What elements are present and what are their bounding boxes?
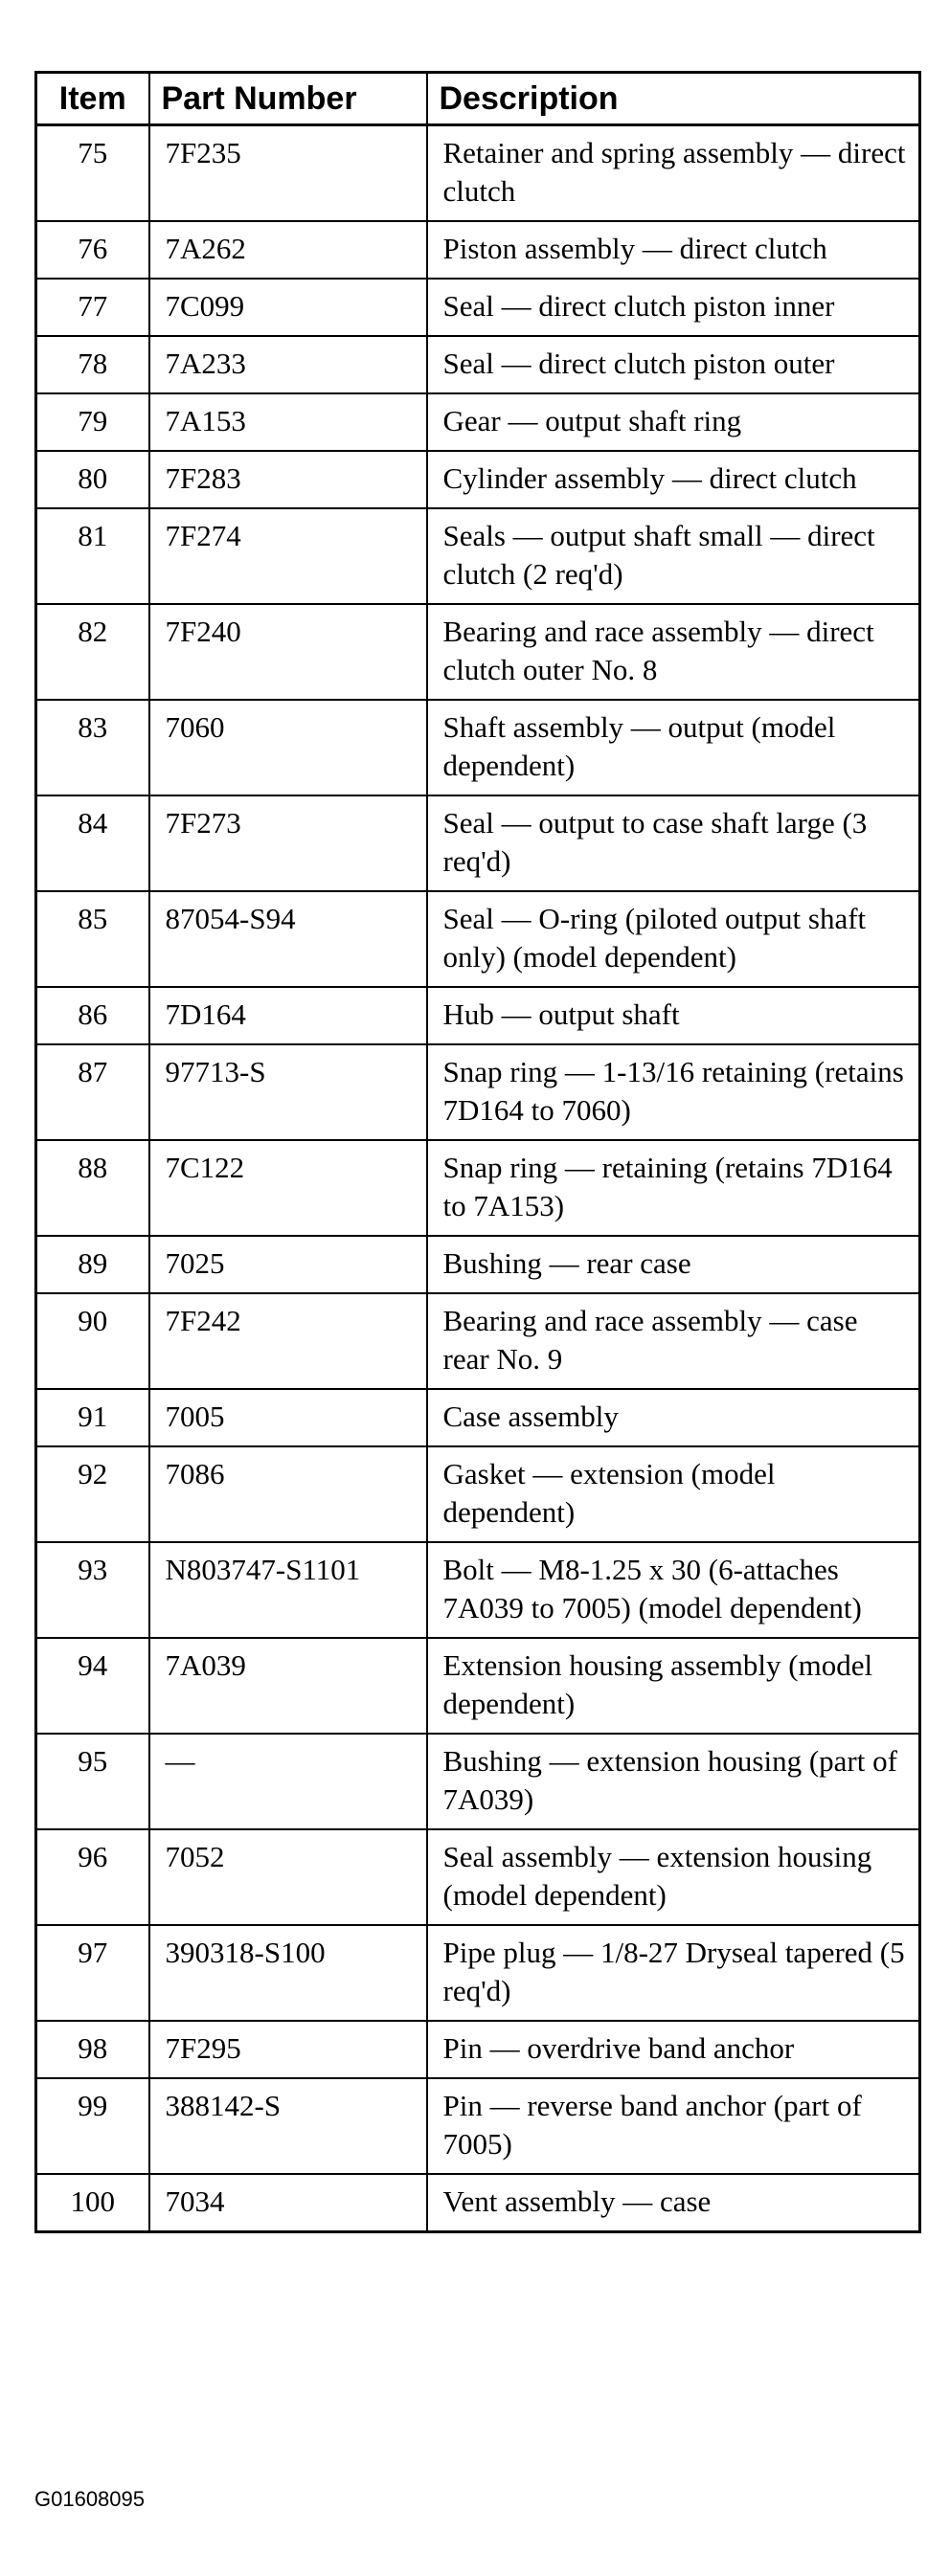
table-row (36, 891, 920, 987)
description-cell: Bushing — extension housing (part of 7A039) (427, 1734, 920, 1829)
part-number-cell: 7F240 (149, 604, 427, 700)
table-row (36, 1044, 920, 1140)
item-cell: 89 (36, 1236, 149, 1293)
item-cell: 82 (36, 604, 149, 700)
description-cell: Seal — O-ring (piloted output shaft only) (model dependent) (427, 891, 920, 987)
part-number-cell: 7F295 (149, 2021, 427, 2078)
description-cell: Pipe plug — 1/8-27 Dryseal tapered (5 req'd) (427, 1925, 920, 2021)
description-cell: Snap ring — retaining (retains 7D164 to 7A153) (427, 1140, 920, 1236)
item-cell: 76 (36, 221, 149, 279)
description-cell: Gear — output shaft ring (427, 393, 920, 451)
table-row (36, 2078, 920, 2174)
part-number-cell: — (149, 1734, 427, 1829)
item-cell: 75 (36, 125, 149, 222)
item-cell: 98 (36, 2021, 149, 2078)
item-cell: 94 (36, 1638, 149, 1734)
description-cell: Gasket — extension (model dependent) (427, 1446, 920, 1542)
part-number-cell: 7F235 (149, 125, 427, 222)
description-cell: Case assembly (427, 1389, 920, 1446)
table-row (36, 125, 920, 222)
part-number-cell: 7F283 (149, 451, 427, 508)
description-cell: Extension housing assembly (model dependent) (427, 1638, 920, 1734)
table-row (36, 279, 920, 336)
part-number-cell: 7C122 (149, 1140, 427, 1236)
part-number-cell: N803747-S1101 (149, 1542, 427, 1638)
table-row (36, 604, 920, 700)
table-row (36, 2021, 920, 2078)
header-part-number: Part Number (149, 73, 427, 125)
description-cell: Vent assembly — case (427, 2174, 920, 2232)
table-row (36, 336, 920, 393)
description-cell: Seal — direct clutch piston inner (427, 279, 920, 336)
description-cell: Pin — reverse band anchor (part of 7005) (427, 2078, 920, 2174)
description-cell: Snap ring — 1-13/16 retaining (retains 7D164 to 7060) (427, 1044, 920, 1140)
table-row (36, 1446, 920, 1542)
table-row (36, 1140, 920, 1236)
item-cell: 88 (36, 1140, 149, 1236)
table-row (36, 795, 920, 891)
item-cell: 100 (36, 2174, 149, 2232)
part-number-cell: 7005 (149, 1389, 427, 1446)
description-cell: Seals — output shaft small — direct clutch (2 req'd) (427, 508, 920, 604)
part-number-cell: 7A153 (149, 393, 427, 451)
item-cell: 99 (36, 2078, 149, 2174)
part-number-cell: 7034 (149, 2174, 427, 2232)
part-number-cell: 7F242 (149, 1293, 427, 1389)
table-row (36, 221, 920, 279)
item-cell: 92 (36, 1446, 149, 1542)
item-cell: 93 (36, 1542, 149, 1638)
part-number-cell: 87054-S94 (149, 891, 427, 987)
part-number-cell: 7F273 (149, 795, 427, 891)
header-description: Description (427, 73, 920, 125)
table-row (36, 508, 920, 604)
description-cell: Hub — output shaft (427, 987, 920, 1044)
table-row (36, 987, 920, 1044)
description-cell: Retainer and spring assembly — direct clutch (427, 125, 920, 222)
table-row (36, 1829, 920, 1925)
item-cell: 85 (36, 891, 149, 987)
item-cell: 80 (36, 451, 149, 508)
figure-id: G01608095 (34, 2487, 145, 2511)
description-cell: Seal — direct clutch piston outer (427, 336, 920, 393)
description-cell: Seal — output to case shaft large (3 req'd) (427, 795, 920, 891)
header-row (36, 73, 920, 125)
header-item: Item (36, 73, 149, 125)
table-row (36, 1293, 920, 1389)
part-number-cell: 390318-S100 (149, 1925, 427, 2021)
part-number-cell: 7086 (149, 1446, 427, 1542)
table-row (36, 1638, 920, 1734)
item-cell: 84 (36, 795, 149, 891)
part-number-cell: 7060 (149, 700, 427, 795)
item-cell: 83 (36, 700, 149, 795)
table-row (36, 1236, 920, 1293)
description-cell: Seal assembly — extension housing (model dependent) (427, 1829, 920, 1925)
table-row (36, 1925, 920, 2021)
item-cell: 96 (36, 1829, 149, 1925)
item-cell: 97 (36, 1925, 149, 2021)
part-number-cell: 7025 (149, 1236, 427, 1293)
table-row (36, 393, 920, 451)
description-cell: Bolt — M8-1.25 x 30 (6-attaches 7A039 to 7005) (model dependent) (427, 1542, 920, 1638)
part-number-cell: 7052 (149, 1829, 427, 1925)
item-cell: 91 (36, 1389, 149, 1446)
part-number-cell: 7C099 (149, 279, 427, 336)
item-cell: 87 (36, 1044, 149, 1140)
description-cell: Piston assembly — direct clutch (427, 221, 920, 279)
item-cell: 78 (36, 336, 149, 393)
table-row (36, 2174, 920, 2232)
description-cell: Shaft assembly — output (model dependent) (427, 700, 920, 795)
part-number-cell: 388142-S (149, 2078, 427, 2174)
part-number-cell: 7A233 (149, 336, 427, 393)
item-cell: 95 (36, 1734, 149, 1829)
table-row (36, 700, 920, 795)
parts-table (34, 71, 921, 2233)
part-number-cell: 7A262 (149, 221, 427, 279)
item-cell: 77 (36, 279, 149, 336)
item-cell: 79 (36, 393, 149, 451)
part-number-cell: 7D164 (149, 987, 427, 1044)
table-row (36, 1542, 920, 1638)
description-cell: Bushing — rear case (427, 1236, 920, 1293)
item-cell: 86 (36, 987, 149, 1044)
table-row (36, 1389, 920, 1446)
table-row (36, 451, 920, 508)
table-row (36, 1734, 920, 1829)
item-cell: 90 (36, 1293, 149, 1389)
description-cell: Bearing and race assembly — case rear No. 9 (427, 1293, 920, 1389)
part-number-cell: 97713-S (149, 1044, 427, 1140)
part-number-cell: 7A039 (149, 1638, 427, 1734)
description-cell: Cylinder assembly — direct clutch (427, 451, 920, 508)
part-number-cell: 7F274 (149, 508, 427, 604)
description-cell: Pin — overdrive band anchor (427, 2021, 920, 2078)
item-cell: 81 (36, 508, 149, 604)
description-cell: Bearing and race assembly — direct clutch outer No. 8 (427, 604, 920, 700)
